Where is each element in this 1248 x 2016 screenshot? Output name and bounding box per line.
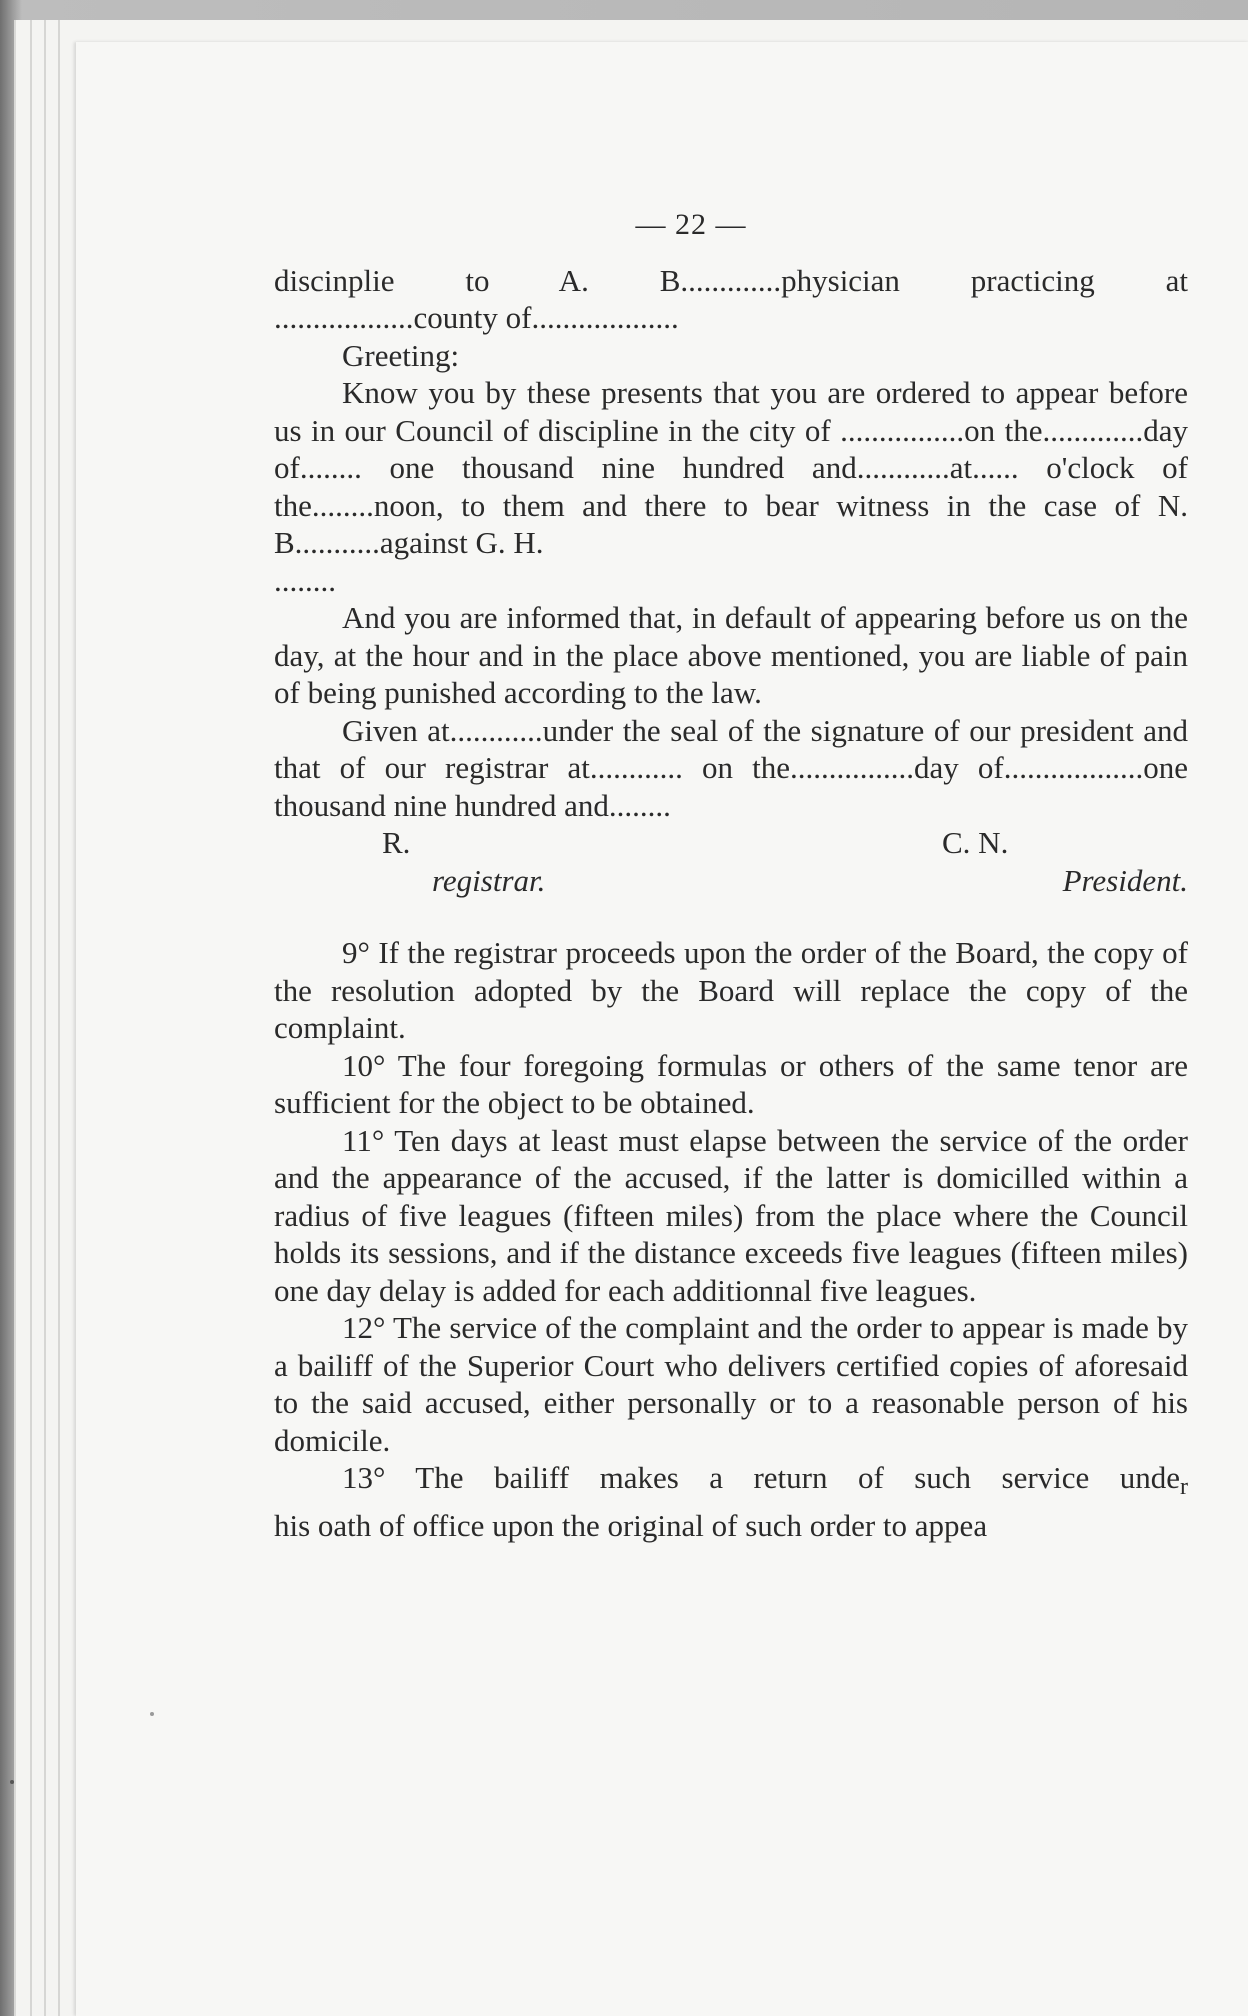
clause-13-line-1	[274, 1459, 1188, 1507]
registrar-initial: R.	[382, 825, 411, 860]
summons-line-1: discinplie to A. B.............physician practicing at	[274, 262, 1188, 298]
president-title: President.	[1062, 863, 1188, 898]
clause-13-text-a: 13° The bailiff makes a return of such service unde	[342, 1460, 1180, 1495]
scan-speck	[10, 1780, 14, 1784]
clause-12: 12° The service of the complaint and the order to appear is made by a bailiff of the Superior Court who delivers certified copies of aforesaid to the said accused, either personally or to a reasonable person of his domicile.	[274, 1310, 1188, 1458]
president-initials: C. N.	[942, 825, 1009, 860]
page-text	[274, 206, 1188, 1544]
clause-9: 9° If the registrar proceeds upon the order of the Board, the copy of the resolution adopted by the Board will replace the copy of the complaint.	[274, 935, 1188, 1045]
greeting: Greeting:	[342, 337, 460, 373]
clause-10: 10° The four foregoing formulas or others of the same tenor are sufficient for the object to be obtained.	[274, 1047, 1188, 1120]
registrar-title: registrar.	[432, 863, 546, 898]
summons-paragraph-1-tail: ........	[274, 562, 336, 598]
summons-paragraph-1: Know you by these presents that you are ordered to appear before us in our Council of discipline in the city of ................on the.............day of........ one thousand nine hundred and............at...... o'clock of the........noon, to them and there to bear witness in the case of N. B...........against G. H.	[274, 375, 1188, 560]
page-number: — 22 —	[635, 208, 747, 241]
clause-11: 11° Ten days at least must elapse between the service of the order and the appearance of the accused, if the latter is domicilled within a radius of five leagues (fifteen miles) from the place where the Council holds its sessions, and if the distance exceeds five leagues (fifteen miles) one day delay is added for each additionnal five leagues.	[274, 1122, 1188, 1308]
scan-speck	[150, 1712, 154, 1716]
summons-line-2: ..................county of...................	[274, 300, 679, 335]
clause-13-text-b: r	[1180, 1474, 1188, 1500]
clause-13-line-2: his oath of office upon the original of such order to appea	[274, 1507, 988, 1543]
summons-paragraph-2: And you are informed that, in default of appearing before us on the day, at the hour and in the place above mentioned, you are liable of pain of being punished according to the law.	[274, 600, 1188, 710]
summons-paragraph-3: Given at............under the seal of the signature of our president and that of our registrar at............ on the................day of..................one thousand nine hundred and........	[274, 712, 1188, 823]
signature-block	[274, 824, 1188, 900]
